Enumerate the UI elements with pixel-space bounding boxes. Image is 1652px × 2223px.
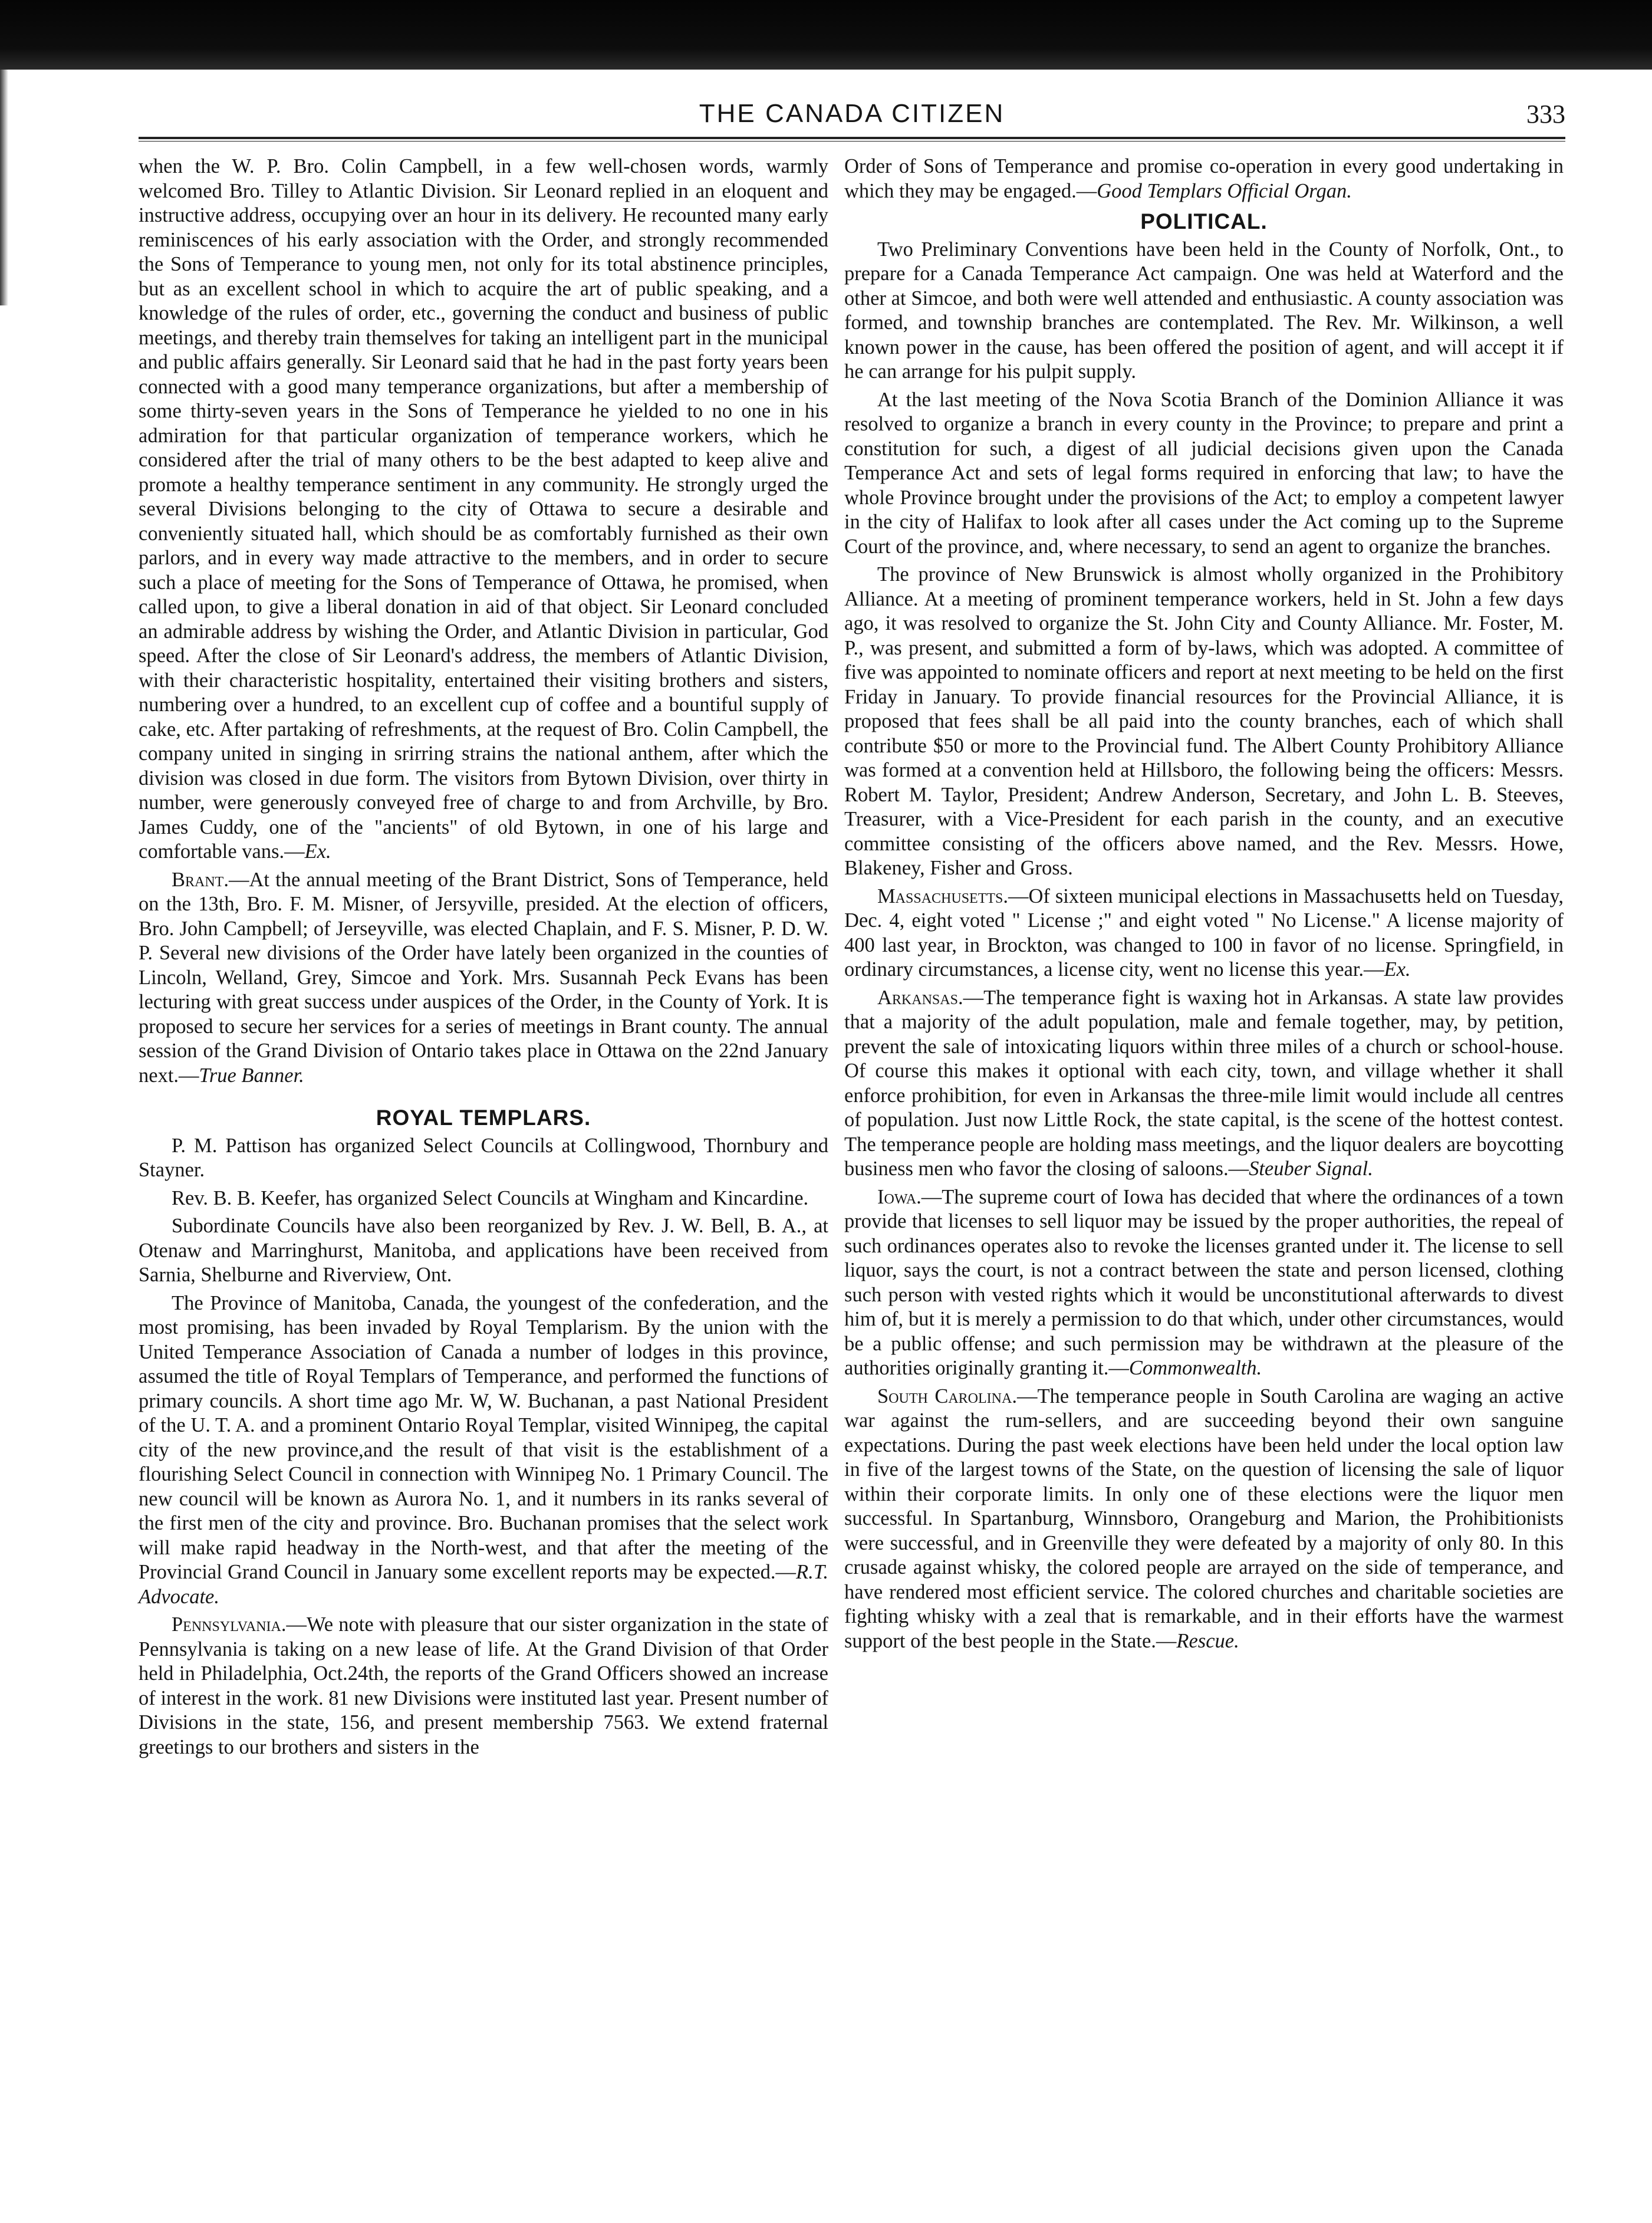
source-citation: Good Templars Official Organ. — [1097, 179, 1352, 202]
paragraph-iowa — [844, 1185, 1564, 1381]
lead-in: Massachusetts. — [877, 884, 1009, 907]
paragraph-text: when the W. P. Bro. Colin Campbell, in a few well-chosen words, warmly welcomed Bro. Tilley to Atlantic Division. Sir Leonard replied in an eloquent and instructive address, occupying over an hour in its delivery. He recounted many early reminiscences of his early association with the Order, and strongly recommended the Sons of Temperance to young men, not only for its total abstinence principles, but as an excellent school in which to acquire the art of public speaking, and a knowledge of the rules of order, etc., governing the conduct and business of public meetings, and thereby train themselves for taking an intelligent part in the municipal and public affairs generally. Sir Leonard said that he had in the past forty years been connected with a good many temperance organizations, but after a membership of some thirty-seven years in the Sons of Temperance he yielded to no one in his admiration for that particular organization of temperance workers, which he considered after the trial of many others to be the best adapted to keep alive and promote a healthy temperance sentiment in any community. He strongly urged the several Divisions belonging to the city of Ottawa to secure a desirable and conveniently situated hall, which should be as comfortably furnished as their own parlors, and in every way made attractive to the members, and in order to secure such a place of meeting for the Sons of Temperance of Ottawa, he promised, when called upon, to give a liberal donation in aid of that object. Sir Leonard concluded an admirable address by wishing the Order, and Atlantic Division in particular, God speed. After the close of Sir Leonard's address, the members of Atlantic Division, with their characteristic hospitality, entertained their visiting brothers and sisters, numbering over a hundred, to an excellent cup of coffee and a bountiful supply of cake, etc. After partaking of refreshments, at the request of Bro. Colin Campbell, the company united in singing in srirring strains the national anthem, after which the division was closed in due form. The visitors from Bytown Division, over thirty in number, were generously conveyed free of charge to and from Archville, by Bro. James Cuddy, one of the "ancients" of old Bytown, in one of his large and comfortable vans.— — [139, 155, 828, 863]
paragraph-royal-2: Rev. B. B. Keefer, has organized Select Councils at Wingham and Kincardine. — [172, 1186, 809, 1209]
source-citation: R.T. Advocate. — [139, 1561, 828, 1608]
lead-in: Brant. — [172, 868, 229, 891]
paragraph-text: —Of sixteen municipal elections in Massachusetts held on Tuesday, Dec. 4, eight voted " License ;" and eight voted " No License." A license majority of 400 last year, in Brockton, was changed to 100 in favor of no license. Springfield, in ordinary circumstances, a license city, went no license this year.— — [844, 884, 1564, 981]
left-column — [139, 154, 828, 1760]
source-citation: Commonwealth. — [1128, 1357, 1262, 1379]
paragraph-south-carolina — [844, 1385, 1564, 1654]
source-citation: Rescue. — [1176, 1629, 1239, 1652]
paragraph-text: The Province of Manitoba, Canada, the youngest of the confederation, and the most promising, has been invaded by Royal Templarism. By the union with the United Temperance Association of Canada a number of lodges in this province, assumed the title of Royal Templars of Temperance, and performed the functions of primary councils. A short time ago Mr. W, W. Buchanan, a past National President of the U. T. A. and a prominent Ontario Royal Templar, visited Winnipeg, the capital city of the new province,and the result of that visit is the establishment of a flourishing Select Council in connection with Winnipeg No. 1 Primary Council. The new council will be known as Aurora No. 1, and it numbers in its ranks several of the first men of the city and province. Bro. Buchanan promises that the select work will make rapid headway in the North-west, and that after the meeting of the Provincial Grand Council in January some excellent reports may be expected.— — [139, 1291, 828, 1583]
paragraph-text: Order of Sons of Temperance and promise co-operation in every good undertaking in which they may be engaged.— — [844, 155, 1564, 202]
lead-in: Iowa. — [877, 1185, 922, 1208]
lead-in: South Carolina. — [877, 1385, 1017, 1408]
paragraph-massachusetts — [844, 884, 1564, 982]
paragraph-royal-3: Subordinate Councils have also been reorganized by Rev. J. W. Bell, B. A., at Otenaw and Marringhurst, Manitoba, and applications have been received from Sarnia, Shelburne and Riverview, Ont. — [139, 1215, 828, 1286]
paragraph-brant — [139, 868, 828, 1089]
paragraph-text: —The temperance fight is waxing hot in Arkansas. A state law provides that a majority of the adult population, male and female together, may, by petition, prevent the sale of intoxicating liquors within three miles of a church or school-house. Of course this makes it optional with each city, town, and village whether it shall enforce prohibition, for even in Arkansas the three-mile limit would include all centres of population. Just now Little Rock, the state capital, is the scene of the hottest contest. The temperance people are holding mass meetings, and the liquor dealers are boycotting business men who favor the closing of saloons.— — [844, 986, 1564, 1180]
section-heading-royal-templars: ROYAL TEMPLARS. — [376, 1106, 591, 1130]
lead-in: Pennsylvania. — [172, 1613, 287, 1636]
source-citation: Steuber Signal. — [1249, 1157, 1373, 1180]
paragraph-nova-scotia: At the last meeting of the Nova Scotia Branch of the Dominion Alliance it was resolved to organize a branch in every county in the Province; to prepare and print a constitution for such, a digest of all judicial decisions given upon the Canada Temperance Act and sets of legal forms required in enforcing that law; to have the whole Province brought under the provisions of the Act; to employ a competent lawyer in the city of Halifax to look after all cases under the Act coming up to the Supreme Court of the province, and, where necessary, to send an agent to organize the branches. — [844, 388, 1564, 558]
paragraph-norfolk: Two Preliminary Conventions have been held in the County of Norfolk, Ont., to prepare for a Canada Temperance Act campaign. One was held at Waterford and the other at Simcoe, and both were well attended and enthusiastic. A county association was formed, and township branches are contemplated. The Rev. Mr. Wilkinson, a well known power in the cause, has been offered the position of agent, and will accept it if he can arrange for his pulpit supply. — [844, 238, 1564, 383]
paragraph-text: —The temperance people in South Carolina are waging an active war against the rum-sellers, and are succeeding beyond their own sanguine expectations. During the past week elections have been held under the local option law in five of the largest towns of the State, on the question of licensing the sale of liquor within their corporate limits. In only one of these elections were the liquor men successful. In Spartanburg, Winnsboro, Orangeburg and Marion, the Prohibitionists were successful, and in Greenville they were defeated by a majority of only 80. In this crusade against whisky, the colored people are arrayed on the side of temperance, and have rendered most efficient service. The colored churches and charitable societies are fighting whisky with a zeal that is remarkable, and in their efforts have the warmest support of the best people in the State.— — [844, 1385, 1564, 1652]
paragraph-royal-1: P. M. Pattison has organized Select Councils at Collingwood, Thornbury and Stayner. — [139, 1134, 828, 1181]
source-citation: Ex. — [1384, 958, 1411, 981]
paragraph-continued — [844, 154, 1564, 203]
lead-in: Arkansas. — [877, 986, 963, 1009]
right-column — [844, 154, 1564, 1653]
header-rule — [139, 137, 1565, 142]
source-citation: True Banner. — [199, 1064, 304, 1087]
paragraph-arkansas — [844, 986, 1564, 1182]
source-citation: Ex. — [304, 840, 331, 863]
paragraph-text: —The supreme court of Iowa has decided that where the ordinances of a town provide that licenses to sell liquor may be issued by the proper authorities, the repeal of such ordinances operates also to revoke the licenses granted under it. The license to sell liquor, says the court, is not a contract between the state and person licensed, clothing such person with vested rights which it would be unconstitutional afterwards to divest him of, but it is merely a permission to do that which, under other circumstances, would be a public offense; and such permission may be withdrawn at the pleasure of the authorities originally granting it.— — [844, 1185, 1564, 1379]
paragraph-new-brunswick: The province of New Brunswick is almost wholly organized in the Prohibitory Alliance. At a meeting of prominent temperance workers, held in St. John a few days ago, it was resolved to organize the St. John City and County Alliance. Mr. Foster, M. P., was present, and submitted a form of by-laws, which was adopted. A committee of five was appointed to nominate officers and report at next meeting to be held on the first Friday in January. To provide financial resources for the Provincial Alliance, it is proposed that fees shall be all paid into the county branches, each of which shall contribute $50 or more to the Provincial fund. The Albert County Prohibitory Alliance was formed at a convention held at Hillsboro, the following being the officers: Messrs. Robert M. Taylor, President; Andrew Anderson, Secretary, and John L. B. Steeves, Treasurer, with a Vice-President for each parish in the county, and an executive committee consisting of the officers above named, and the Rev. Messrs. Howe, Blakeney, Fisher and Gross. — [844, 563, 1564, 879]
page-title: THE CANADA CITIZEN — [699, 99, 1005, 128]
scan-left-edge — [0, 70, 8, 305]
page-number: 333 — [1526, 100, 1565, 129]
paragraph-text: —At the annual meeting of the Brant District, Sons of Temperance, held on the 13th, Bro. F. M. Misner, of Jersyville, presided. At the election of officers, Bro. John Campbell; of Jerseyville, was elected Chaplain, and F. S. Misner, P. D. W. P. Several new divisions of the Order have lately been organized in the counties of Lincoln, Welland, Grey, Simcoe and York. Mrs. Susannah Peck Evans has been lecturing with great success under auspices of the Order, in the County of York. It is proposed to secure her services for a series of meetings in Brant county. The annual session of the Grand Division of Ontario takes place in Ottawa on the 22nd January next.— — [139, 868, 828, 1087]
paragraph-atlantic-division — [139, 154, 828, 864]
page-header — [139, 94, 1565, 136]
section-heading-political: POLITICAL. — [1140, 209, 1268, 234]
scan-top-band — [0, 0, 1652, 70]
paragraph-royal-4 — [139, 1291, 828, 1610]
paragraph-text: —We note with pleasure that our sister organization in the state of Pennsylvania is taking on a new lease of life. At the Grand Division of that Order held in Philadelphia, Oct.24th, the reports of the Grand Officers showed an increase of interest in the work. 81 new Divisions were instituted last year. Present number of Divisions in the state, 156, and present membership 7563. We extend fraternal greetings to our brothers and sisters in the — [139, 1613, 828, 1758]
paragraph-pennsylvania — [139, 1613, 828, 1760]
